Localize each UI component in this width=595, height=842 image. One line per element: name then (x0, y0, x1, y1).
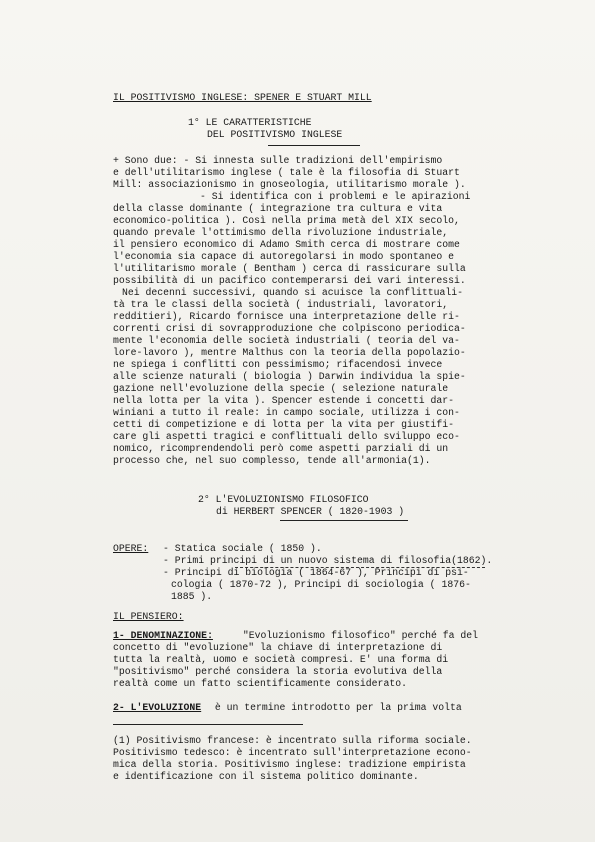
point1-line: tutta la realtà, uomo e società compresi. E' una forma di (113, 654, 449, 665)
point1-line: concetto di "evoluzione" la chiave di interpretazione di (113, 642, 443, 653)
section1-line: gazione nell'evoluzione della specie ( selezione naturale (113, 383, 449, 394)
point2-label: 2- L'EVOLUZIONE (113, 702, 202, 713)
footnote-line: Positivismo tedesco: è incentrato sull'interpretazione econo- (113, 747, 472, 758)
section1-line: - Si identifica con i problemi e le apirazioni (200, 191, 471, 202)
section1-line: tà tra le classi della società ( industriali, lavoratori, (113, 299, 449, 310)
opere-line: - Principi di biologia ( 1864-67 ), Principi di psi- (163, 567, 469, 578)
opere-line: cologia ( 1870-72 ), Principi di sociologia ( 1876- (171, 579, 471, 590)
point1-label: 1- DENOMINAZIONE: (113, 630, 213, 641)
section1-title-line1: 1° LE CARATTERISTICHE (188, 117, 312, 128)
footnote-line: e identificazione con il sistema politico dominante. (113, 771, 419, 782)
section2-title-line1: 2° L'EVOLUZIONISMO FILOSOFICO (198, 494, 369, 505)
section1-line: il pensiero economico di Adamo Smith cerca di mostrare come (113, 239, 460, 250)
footnote-line: mica della storia. Positivismo inglese: tradizione empirista (113, 759, 466, 770)
section1-line: alle scienze naturali ( biologia ) Darwin individua la spie- (113, 371, 466, 382)
pensiero-label: IL PENSIERO: (113, 611, 184, 622)
section1-line: processo che, nel suo complesso, tende all'armonia(1). (113, 455, 431, 466)
opere-label: OPERE: (113, 543, 149, 554)
opere-line: 1885 ). (171, 591, 213, 602)
section1-line: nella lotta per la vita ). Spencer estende i concetti dar- (113, 395, 454, 406)
section1-line: mente l'economia delle società industriali ( teoria del va- (113, 335, 460, 346)
section1-title-rule (268, 145, 360, 146)
opere-line: - Primi principi di un nuovo sistema di filosofia(1862). (163, 555, 493, 566)
section1-line: winiani a tutto il reale: in campo sociale, utilizza i con- (113, 407, 460, 418)
section1-line: Mill: associazionismo in gnoseologia, utilitarismo morale ). (113, 179, 466, 190)
section1-line: l'economia sia capace di autoregolarsi in modo spontaneo e (113, 251, 454, 262)
point1-line: realtà come un fatto scientificamente considerato. (113, 678, 407, 689)
section2-title-rule (280, 520, 408, 521)
section1-line: + Sono due: - Si innesta sulle tradizioni dell'empirismo (113, 155, 443, 166)
footnote-separator (113, 724, 303, 725)
section1-line: della classe dominante ( integrazione tra cultura e vita (113, 203, 443, 214)
main-title: IL POSITIVISMO INGLESE: SPENER E STUART MILL (113, 92, 372, 103)
section1-line: e dell'utilitarismo inglese ( tale è la filosofia di Stuart (113, 167, 460, 178)
section1-line: cetti di competizione e di lotta per la vita per giustifi- (113, 419, 454, 430)
section1-line: l'utilitarismo morale ( Bentham ) cerca di rassicurare sulla (113, 263, 466, 274)
point2-text: è un termine introdotto per la prima volta (209, 702, 462, 713)
opere-underline (235, 567, 485, 568)
section1-line: possibilità di un pacifico contemperarsi dei vari interessi. (113, 275, 466, 286)
section1-line: care gli aspetti tragici e conflittuali dello sviluppo eco- (113, 431, 460, 442)
opere-line: - Statica sociale ( 1850 ). (163, 543, 322, 554)
section1-line: quando prevale l'ottimismo della rivoluzione industriale, (113, 227, 449, 238)
section1-line: economico-politica ). Così nella prima metà del XIX secolo, (113, 215, 460, 226)
section1-line: redditieri), Ricardo fornisce una interpretazione delle ri- (113, 311, 460, 322)
section1-line: lore-lavoro ), mentre Malthus con la teoria della popolazio- (113, 347, 466, 358)
footnote-line: (1) Positivismo francese: è incentrato sulla riforma sociale. (113, 735, 472, 746)
point1-line: "Evoluzionismo filosofico" perché fa del (237, 630, 479, 641)
section1-line: ne spiega i conflitti con pessimismo; rifacendosi invece (113, 359, 443, 370)
point1-line: "positivismo" perché considera la storia evolutiva della (113, 666, 443, 677)
section1-line: nomico, ricomprendendoli però come aspetti parziali di un (113, 443, 449, 454)
section2-title-line2: di HERBERT SPENCER ( 1820-1903 ) (216, 506, 405, 517)
section1-line: Nei decenni successivi, quando si acuisce la conflittuali- (122, 287, 463, 298)
section1-line: correnti crisi di sovrapproduzione che colpiscono periodica- (113, 323, 466, 334)
section1-title-line2: DEL POSITIVISMO INGLESE (207, 129, 343, 140)
